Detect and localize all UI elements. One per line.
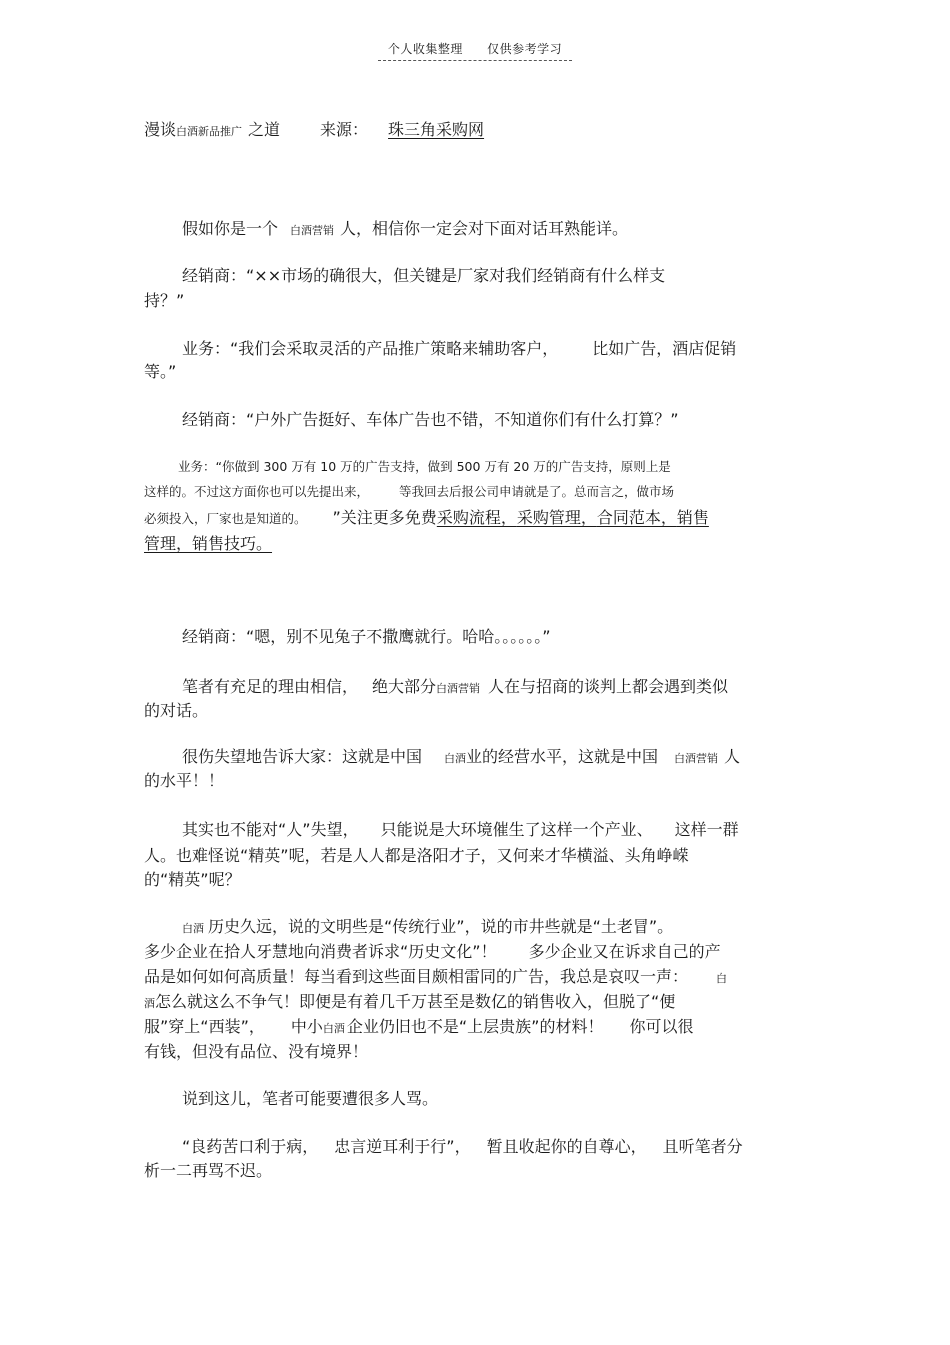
paragraph-8-line-2: 的水平！！ (144, 771, 225, 790)
p3-text-b: 比如广告，酒店促销 (592, 339, 737, 358)
article-title (144, 119, 484, 143)
paragraph-10-line-4 (144, 991, 675, 1015)
p5-l3-a: 必须投入，厂家也是知道的。 (144, 511, 307, 526)
paragraph-2-line-1: 经销商：“××市场的确很大，但关键是厂家对我们经销商有什么样支 (182, 266, 666, 285)
p12-a: “良药苦口利于病， (182, 1137, 319, 1156)
paragraph-3-line-2: 等。” (144, 362, 177, 381)
p10-l5a: 服”穿上“西装”， (144, 1017, 265, 1036)
p1-text-a: 假如你是一个 (182, 219, 279, 238)
paragraph-10-line-5 (144, 1016, 694, 1040)
p1-text-c: 人，相信你一定会对下面对话耳熟能详。 (340, 219, 629, 238)
p10-l4b: 怎么就这么不争气！即便是有着几千万甚至是数亿的销售收入，但脱了“便 (155, 992, 676, 1011)
p7-b: 绝大部分 (372, 677, 437, 696)
p10-small-2: 白 (716, 972, 728, 985)
paragraph-10-line-2 (144, 941, 721, 963)
link-sales-management-cont[interactable]: 管理， (144, 534, 193, 553)
paragraph-6: 经销商：“嗯，别不见兔子不撒鹰就行。哈哈。。。。。。” (182, 627, 551, 646)
page-header (0, 40, 950, 61)
paragraph-10-line-6: 有钱，但没有品位、没有境界！ (144, 1042, 369, 1061)
p8-e: 人 (724, 747, 741, 766)
p8-a: 很伤失望地告诉大家：这就是中国 (182, 747, 423, 766)
p10-l2b: 多少企业又在诉求自己的产 (528, 942, 721, 961)
p1-small: 白酒营销 (290, 224, 335, 237)
p5-l2-b: 等我回去后报公司申请就是了。总而言之，做市场 (399, 484, 675, 499)
p8-small-2: 白酒营销 (674, 752, 719, 765)
p10-l2a: 多少企业在拾人牙慧地向消费者诉求“历史文化”！ (144, 942, 497, 961)
p9-b: 只能说是大环境催生了这样一个产业、 (380, 820, 653, 839)
source-label: 来源： (320, 120, 369, 139)
p10-l5b: 中小 (290, 1017, 323, 1036)
paragraph-10-line-1 (182, 916, 673, 940)
p8-small-1: 白酒 (444, 752, 467, 765)
link-procurement-management[interactable]: 采购管理， (516, 508, 597, 527)
p9-a: 其实也不能对“人”失望， (182, 820, 359, 839)
paragraph-11: 说到这儿，笔者可能要遭很多人骂。 (182, 1089, 439, 1108)
paragraph-9-line-3: 的“精英”呢？ (144, 870, 241, 889)
paragraph-4: 经销商：“户外广告挺好、车体广告也不错，不知道你们有什么打算？” (182, 410, 679, 429)
p8-c: 业的经营水平，这就是中国 (466, 747, 659, 766)
paragraph-3-line-1 (182, 338, 736, 360)
link-sales-management[interactable]: 销售 (676, 508, 709, 527)
link-sales-skills[interactable]: 销售技巧。 (192, 534, 273, 553)
p12-c: 暂且收起你的自尊心， (486, 1137, 647, 1156)
p10-small-1: 白酒 (182, 922, 204, 935)
paragraph-9-line-2: 人。也难怪说“精英”呢，若是人人都是洛阳才子，又何来才华横溢、头角峥嵘 (144, 846, 689, 865)
p10-l5d: 企业仍旧也不是“上层贵族”的材料！ (346, 1017, 604, 1036)
p12-b: 忠言逆耳利于行”， (334, 1137, 471, 1156)
p7-d: 人在与招商的谈判上都会遇到类似 (488, 677, 729, 696)
header-left-text: 个人收集整理 (387, 42, 463, 56)
header-banner (378, 40, 572, 61)
source-name: 珠三角采购网 (388, 120, 485, 139)
paragraph-2-line-2: 持？” (144, 291, 185, 310)
header-right-text: 仅供参考学习 (487, 42, 563, 56)
paragraph-5-line-3 (144, 507, 709, 530)
paragraph-5-line-4 (144, 533, 272, 555)
paragraph-7-line-2: 的对话。 (144, 701, 209, 720)
link-procurement-process[interactable]: 采购流程， (436, 508, 517, 527)
paragraph-12-line-2: 析一二再骂不迟。 (144, 1161, 273, 1180)
link-contract-templates[interactable]: 合同范本， (596, 508, 677, 527)
p10-l3a: 品是如何如何高质量！每当看到这些面目颇相雷同的广告，我总是哀叹一声： (144, 967, 689, 986)
p7-a: 笔者有充足的理由相信， (182, 677, 359, 696)
paragraph-9-line-1 (182, 819, 739, 841)
paragraph-12-line-1 (182, 1136, 743, 1158)
paragraph-10-line-3 (144, 966, 727, 990)
p10-small-3: 酒 (144, 997, 155, 1010)
paragraph-1 (182, 218, 628, 242)
paragraph-5-line-1: 业务：“你做到 300 万有 10 万的广告支持，做到 500 万有 20 万的广告支持，原则上是 (178, 459, 671, 474)
title-prefix: 漫谈 (144, 120, 177, 139)
p10-l5e: 你可以很 (629, 1017, 694, 1036)
title-suffix: 之道 (248, 120, 281, 139)
p12-d: 且听笔者分 (662, 1137, 743, 1156)
paragraph-5-line-2 (144, 481, 674, 503)
paragraph-7-line-1 (182, 676, 728, 700)
p7-small: 白酒营销 (436, 682, 481, 695)
p3-text-a: 业务：“我们会采取灵活的产品推广策略来辅助客户， (182, 339, 559, 358)
title-small: 白酒新品推广 (176, 125, 243, 138)
p10-l1b: 历史久远，说的文明些是“传统行业”，说的市井些就是“土老冒”。 (208, 917, 674, 936)
p5-l3-b: ”关注更多免费 (332, 508, 437, 527)
p9-c: 这样一群 (674, 820, 739, 839)
p10-small-4: 白酒 (322, 1022, 345, 1035)
p5-l2-a: 这样的。不过这方面你也可以先提出来， (144, 484, 370, 499)
paragraph-8-line-1 (182, 746, 740, 770)
